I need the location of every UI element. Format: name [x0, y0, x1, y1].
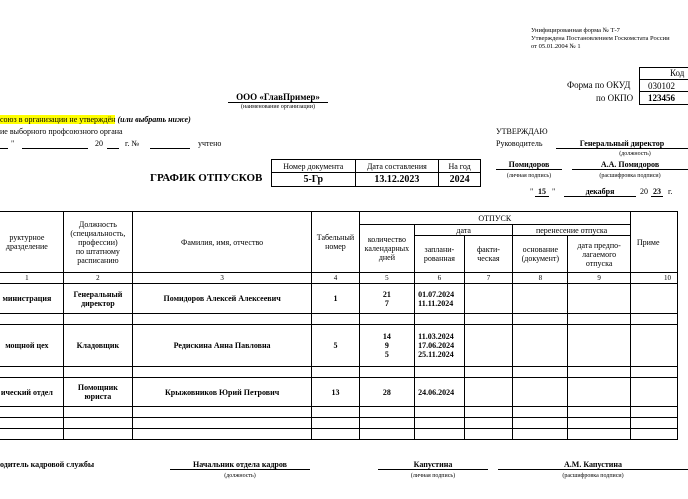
doc-year: 2024	[439, 173, 481, 187]
approve-date-year: 23	[653, 187, 661, 196]
row-position: Помощник юриста	[63, 378, 132, 407]
footer-signature: Капустина	[378, 460, 488, 470]
col-number: 7	[464, 273, 513, 284]
footer-signature-caption: (личная подпись)	[410, 473, 456, 479]
codes-header: Код	[670, 68, 685, 78]
union-year-prefix: 20	[95, 139, 103, 148]
table-row-spacer	[0, 367, 678, 378]
col-header-name: Фамилия, имя, отчество	[133, 212, 312, 273]
table-row-spacer	[0, 407, 678, 418]
row-note	[630, 378, 677, 407]
row-unit: ический отдел	[0, 378, 63, 407]
row-basis	[513, 284, 568, 314]
row-name: Помидоров Алексей Алексеевич	[133, 284, 312, 314]
row-tabnum: 13	[312, 378, 360, 407]
approve-date	[530, 187, 688, 199]
table-row	[0, 378, 678, 407]
okpo-label: по ОКПО	[596, 93, 634, 103]
approve-date-day: 15	[535, 187, 549, 197]
union-month-line	[22, 148, 88, 149]
table-row-spacer	[0, 314, 678, 325]
table-row	[0, 325, 678, 367]
row-tabnum: 1	[312, 284, 360, 314]
row-note	[630, 284, 677, 314]
row-basis	[513, 325, 568, 367]
col-number: 6	[415, 273, 464, 284]
table-row	[0, 284, 678, 314]
footer-position: Начальник отдела кадров	[170, 460, 310, 470]
col-header-date-group: дата	[415, 225, 513, 236]
footer-decoding: А.М. Капустина	[498, 460, 688, 470]
approve-date-quote-open: "	[530, 187, 534, 196]
doc-date-header: Дата составления	[355, 160, 439, 173]
row-note	[630, 325, 677, 367]
col-header-days: количество календарных дней	[359, 225, 414, 273]
approve-date-quote-close: "	[552, 187, 556, 196]
row-unit: мощной цех	[0, 325, 63, 367]
row-days: 14 9 5	[359, 325, 414, 367]
union-italic: (или выбрать ниже)	[117, 115, 191, 124]
approve-date-year-prefix: 20	[640, 187, 648, 196]
okpo-value: 123456	[648, 93, 675, 103]
union-highlight: союз в организации не утверждён	[0, 115, 116, 124]
col-number: 5	[359, 273, 414, 284]
approve-position: Генеральный директор	[556, 139, 688, 149]
form-meta	[531, 27, 670, 51]
codes-header-cell	[639, 67, 688, 79]
union-line3	[0, 139, 240, 150]
col-number: 8	[513, 273, 568, 284]
union-quote: "	[11, 139, 15, 148]
row-tabnum: 5	[312, 325, 360, 367]
union-day-line	[0, 148, 8, 149]
table-row-empty	[0, 429, 678, 440]
approve-head-label: Руководитель	[496, 139, 543, 148]
row-expected	[568, 325, 631, 367]
col-header-note: Приме	[630, 212, 677, 273]
footer-label: одитель кадровой службы	[0, 460, 95, 469]
row-position: Генеральный директор	[63, 284, 132, 314]
col-number-row	[0, 273, 678, 284]
col-header-vacation: ОТПУСК	[359, 212, 630, 225]
row-actual	[464, 378, 513, 407]
col-header-transfer-group: перенесение отпуска	[513, 225, 631, 236]
col-header-actual: факти- ческая	[464, 236, 513, 273]
row-unit: министрация	[0, 284, 63, 314]
row-days: 28	[359, 378, 414, 407]
approve-position-caption: (должность)	[619, 151, 651, 157]
doc-title: ГРАФИК ОТПУСКОВ	[150, 172, 263, 184]
col-number: 9	[568, 273, 631, 284]
col-number: 10	[630, 273, 677, 284]
col-number: 1	[0, 273, 63, 284]
row-planned: 24.06.2024	[415, 378, 464, 407]
row-planned: 01.07.2024 11.11.2024	[415, 284, 464, 314]
footer-position-caption: (должность)	[224, 473, 256, 479]
doc-date: 13.12.2023	[355, 173, 439, 187]
row-actual	[464, 284, 513, 314]
col-number: 4	[312, 273, 360, 284]
approve-date-month: декабря	[564, 187, 636, 197]
okud-value: 030102	[648, 81, 675, 91]
row-planned: 11.03.2024 17.06.2024 25.11.2024	[415, 325, 464, 367]
row-position: Кладовщик	[63, 325, 132, 367]
row-actual	[464, 325, 513, 367]
doc-year-header: На год	[439, 160, 481, 173]
union-line2: ие выборного профсоюзного органа	[0, 127, 123, 136]
col-header-basis: основание (документ)	[513, 236, 568, 273]
approve-signature-caption: (личная подпись)	[506, 173, 552, 179]
col-number: 3	[133, 273, 312, 284]
union-tail: учтено	[198, 139, 222, 148]
okud-label: Форма по ОКУД	[567, 80, 631, 90]
form-meta-line1: Унифицированная форма № Т-7	[531, 27, 620, 34]
row-expected	[568, 284, 631, 314]
form-meta-line3: от 05.01.2004 № 1	[531, 43, 581, 50]
row-basis	[513, 378, 568, 407]
col-number: 2	[63, 273, 132, 284]
okpo-cell	[639, 92, 688, 105]
approve-title: УТВЕРЖДАЮ	[496, 127, 548, 136]
col-header-expected: дата предпо- лагаемого отпуска	[568, 236, 631, 273]
approve-decoding-caption: (расшифровка подписи)	[599, 173, 661, 179]
approve-date-year-suffix: г.	[668, 187, 673, 196]
org-caption: (наименование организации)	[241, 104, 315, 110]
vacation-table	[0, 211, 678, 440]
union-year-suffix: г. №	[125, 139, 140, 148]
union-year-line	[107, 148, 119, 149]
col-header-unit: руктурное дразделение	[0, 212, 63, 273]
union-num-line	[150, 148, 190, 149]
union-line1	[0, 115, 191, 124]
doc-number: 5-Гр	[272, 173, 356, 187]
col-header-position: Должность (специальность, профессии) по штатному расписанию	[63, 212, 132, 273]
doc-number-table	[271, 159, 481, 187]
table-row-empty	[0, 418, 678, 429]
col-header-tabnum: Табельный номер	[312, 212, 360, 273]
approve-signature: Помидоров	[496, 160, 562, 170]
org-name: ООО «ГлавПример»	[228, 92, 328, 103]
row-expected	[568, 378, 631, 407]
okud-cell	[639, 79, 688, 92]
row-days: 21 7	[359, 284, 414, 314]
approve-decoding: А.А. Помидоров	[572, 160, 688, 170]
footer-decoding-caption: (расшифровка подписи)	[562, 473, 624, 479]
row-name: Крыжовников Юрий Петрович	[133, 378, 312, 407]
form-meta-line2: Утверждена Постановлением Госкомстата России	[531, 35, 670, 42]
col-header-planned: заплани- рованная	[415, 236, 464, 273]
row-name: Редискина Анна Павловна	[133, 325, 312, 367]
doc-number-header: Номер документа	[272, 160, 356, 173]
